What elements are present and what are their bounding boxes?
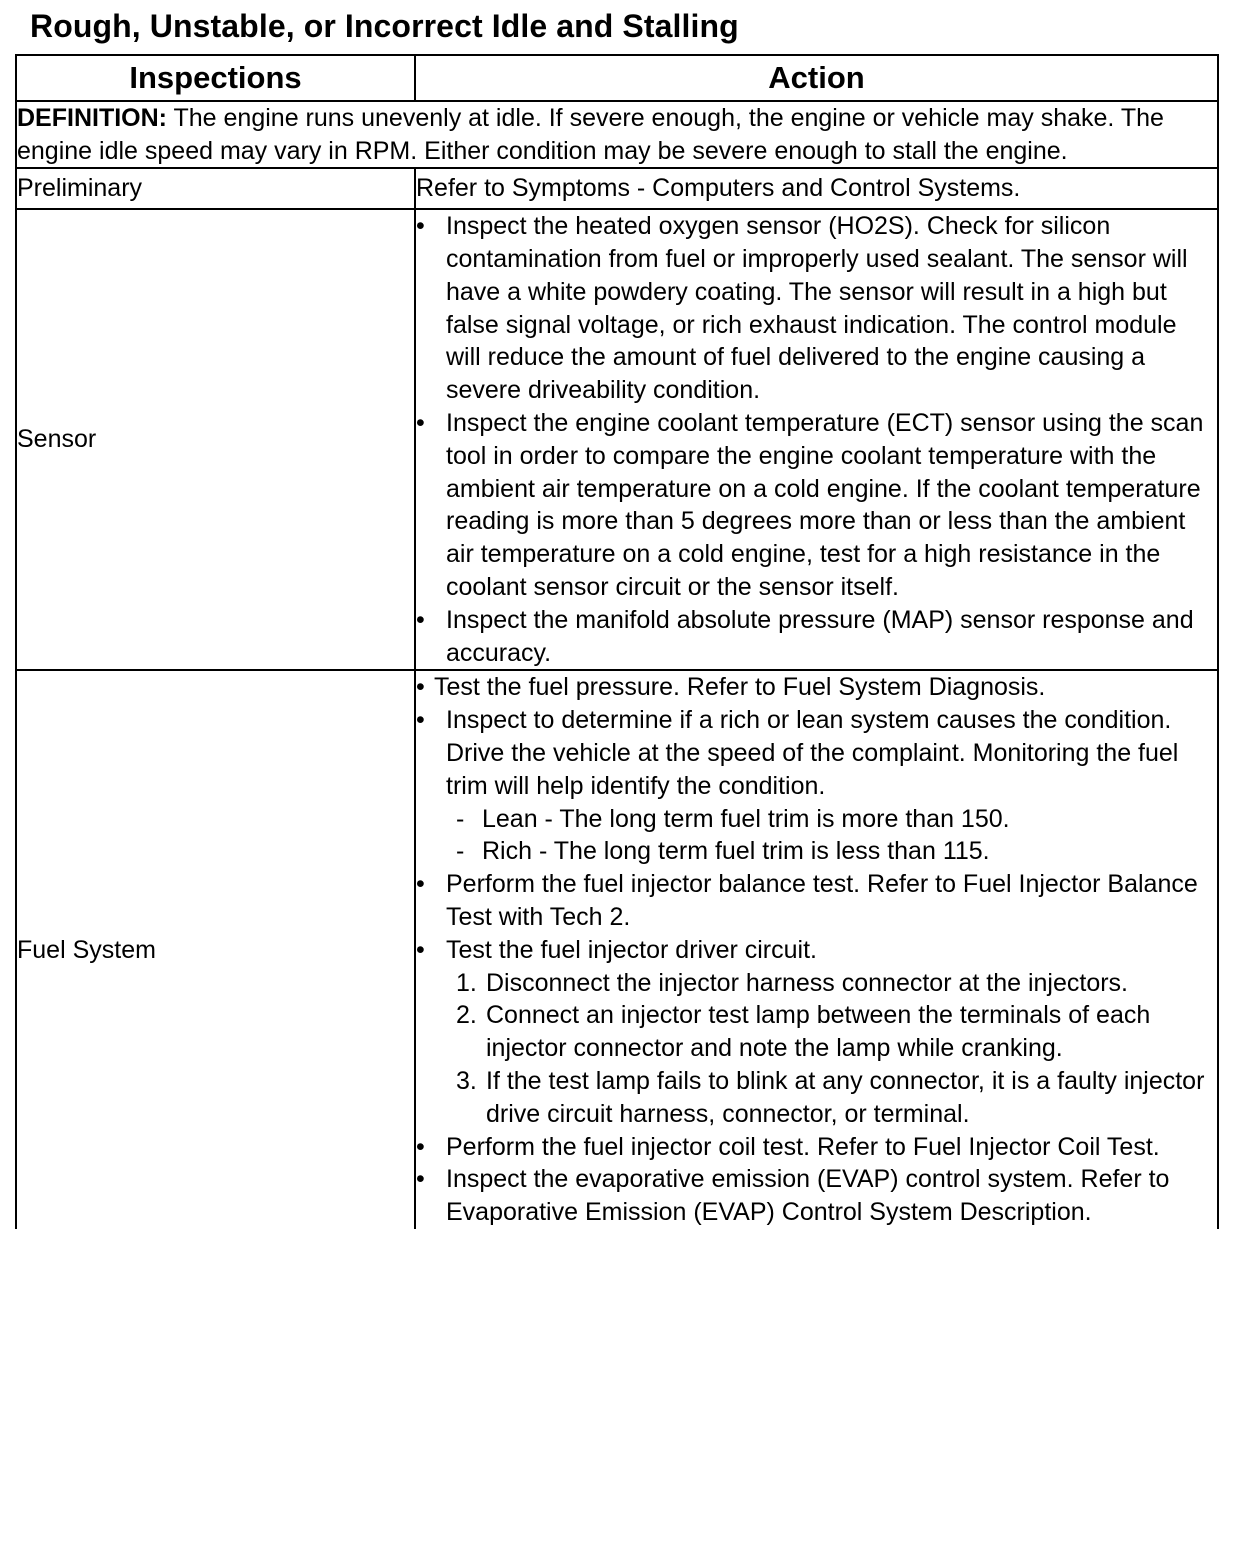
list-item-text: Test the fuel injector driver circuit. xyxy=(446,935,817,964)
list-item-text: Inspect the engine coolant temperature (ECT) sensor using the scan tool in order to compare the engine coolant temperature with the ambient air temperature on a cold engine. If the coolant temperature reading is more than 5 degrees more than or less than the ambient air temperature on a cold engine, test for a high resistance in the coolant sensor circuit or the sensor itself. xyxy=(446,408,1204,601)
list-item-text: Inspect the evaporative emission (EVAP) control system. Refer to Evaporative Emission (EVAP) Control System Description. xyxy=(446,1165,1170,1227)
bullet-mark: • xyxy=(416,870,425,899)
table-row-fuel-system xyxy=(16,670,1218,1229)
action-cell-fuel-system xyxy=(415,670,1218,1229)
list-item xyxy=(416,934,1217,967)
sub-list-item-text: Rich - The long term fuel trim is less than 115. xyxy=(482,837,990,866)
definition-text: The engine runs unevenly at idle. If severe enough, the engine or vehicle may shake. The engine idle speed may vary in RPM. Either condition may be severe enough to stall the engine. xyxy=(17,104,1164,165)
inspection-cell-preliminary: Preliminary xyxy=(16,168,415,209)
bullet-mark: • xyxy=(416,1132,425,1161)
list-item xyxy=(416,1163,1217,1229)
dash-mark: - xyxy=(456,837,465,866)
bullet-mark: • xyxy=(416,1165,425,1194)
bullet-mark: • xyxy=(416,408,425,437)
bullet-mark: • xyxy=(416,212,425,241)
step-number: 3. xyxy=(456,1066,477,1095)
list-item xyxy=(416,704,1217,802)
step-text: Disconnect the injector harness connector at the injectors. xyxy=(486,968,1129,997)
numbered-step xyxy=(416,999,1217,1065)
list-item-text: Inspect to determine if a rich or lean system causes the condition. Drive the vehicle at the speed of the complaint. Monitoring the fuel trim will help identify the condition. xyxy=(446,706,1179,800)
list-item xyxy=(416,868,1217,934)
step-text: Connect an injector test lamp between the terminals of each injector connector and note the lamp while cranking. xyxy=(486,1001,1151,1063)
definition-label: DEFINITION: xyxy=(17,104,167,132)
inspection-cell-sensor: Sensor xyxy=(16,209,415,670)
sub-list-item xyxy=(416,803,1217,836)
numbered-step xyxy=(416,967,1217,1000)
action-header: Action xyxy=(415,55,1218,101)
inspections-header: Inspections xyxy=(16,55,415,101)
numbered-step xyxy=(416,1065,1217,1131)
dash-mark: - xyxy=(456,804,465,833)
step-number: 1. xyxy=(456,968,477,997)
list-item-text: Perform the fuel injector balance test. Refer to Fuel Injector Balance Test with Tech 2. xyxy=(446,870,1198,931)
sub-list-item xyxy=(416,835,1217,868)
diagnostic-table xyxy=(15,54,1219,1229)
bullet-mark: • xyxy=(416,706,425,735)
bullet-mark: • xyxy=(416,673,425,702)
action-cell-sensor xyxy=(415,209,1218,670)
table-header-row xyxy=(16,55,1218,101)
step-number: 2. xyxy=(456,1001,477,1030)
action-cell-preliminary: Refer to Symptoms - Computers and Control Systems. xyxy=(415,168,1218,209)
list-item-text: Inspect the heated oxygen sensor (HO2S). Check for silicon contamination from fuel or improperly used sealant. The sensor will have a white powdery coating. The sensor will result in a high but false signal voltage, or rich exhaust indication. The control module will reduce the amount of fuel delivered to the engine causing a severe driveability condition. xyxy=(446,212,1188,405)
list-item xyxy=(416,210,1217,407)
bullet-mark: • xyxy=(416,605,425,634)
inspection-cell-fuel-system: Fuel System xyxy=(16,670,415,1229)
definition-row xyxy=(16,101,1218,168)
list-item-text: Perform the fuel injector coil test. Refer to Fuel Injector Coil Test. xyxy=(446,1132,1160,1161)
list-item-text: Test the fuel pressure. Refer to Fuel System Diagnosis. xyxy=(434,673,1046,702)
sub-list-item-text: Lean - The long term fuel trim is more than 150. xyxy=(482,804,1010,833)
table-row-preliminary xyxy=(16,168,1218,209)
step-text: If the test lamp fails to blink at any connector, it is a faulty injector drive circuit harness, connector, or terminal. xyxy=(486,1066,1205,1128)
list-item xyxy=(416,1131,1217,1164)
list-item xyxy=(416,604,1217,670)
list-item xyxy=(416,671,1217,704)
table-row-sensor xyxy=(16,209,1218,670)
list-item-text: Inspect the manifold absolute pressure (MAP) sensor response and accuracy. xyxy=(446,605,1194,667)
page-title: Rough, Unstable, or Incorrect Idle and Stalling xyxy=(30,8,739,44)
bullet-mark: • xyxy=(416,935,425,964)
definition-cell xyxy=(16,101,1218,168)
list-item xyxy=(416,407,1217,604)
